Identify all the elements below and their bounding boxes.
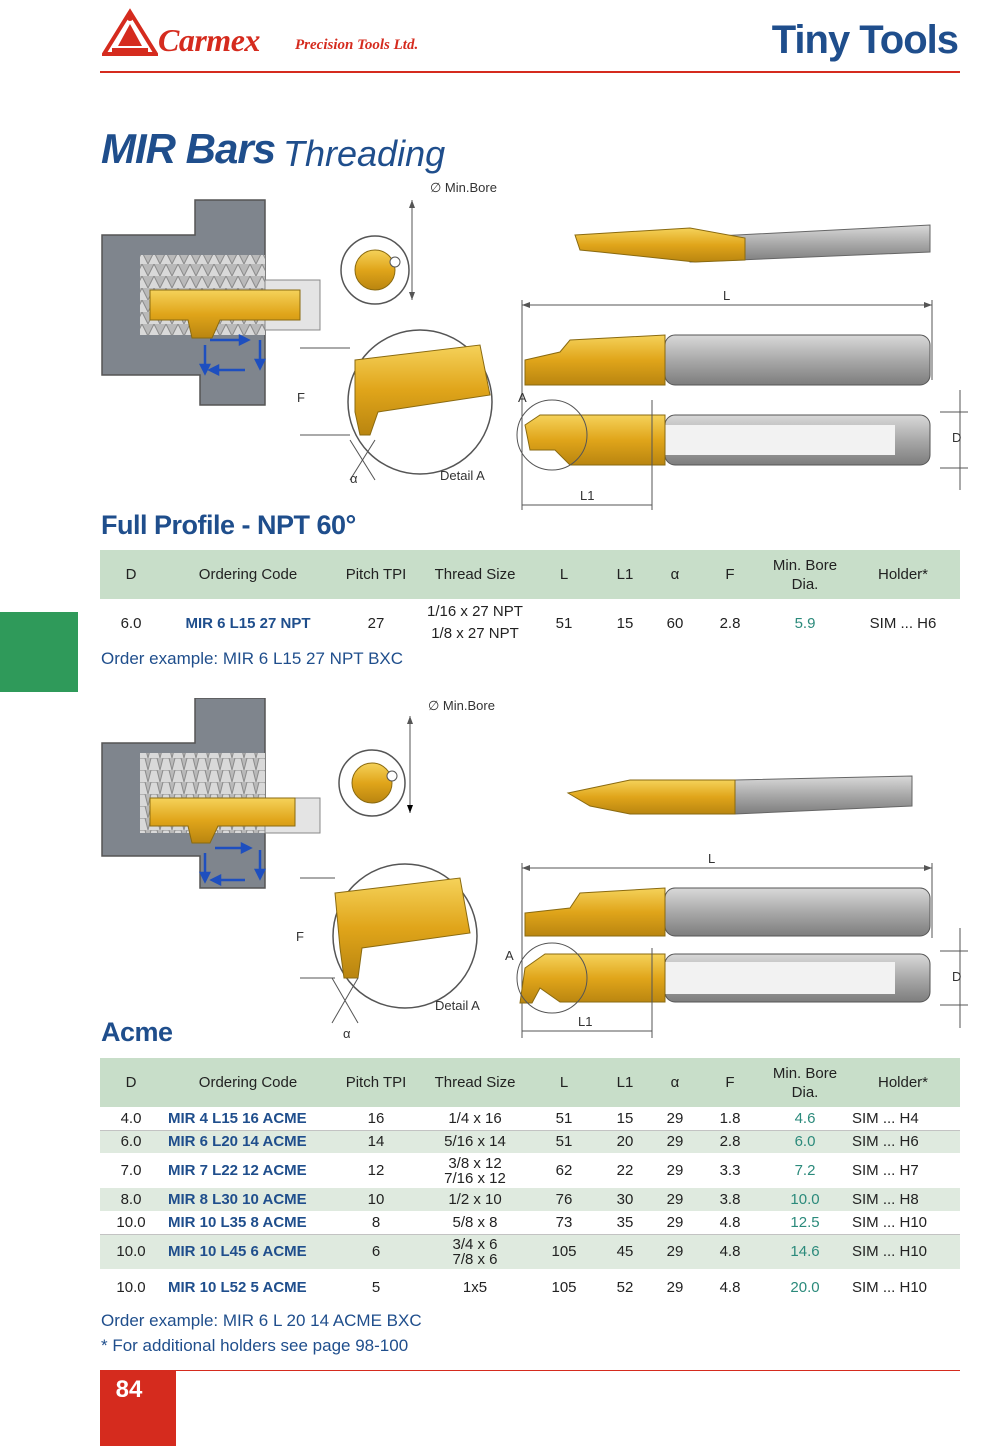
npt-heading: Full Profile - NPT 60° xyxy=(101,510,356,540)
section-title: Tiny Tools xyxy=(771,18,958,62)
table-row: 6.0 MIR 6 L20 14 ACME 14 5/16 x 14 51 20 29 2.8 6.0 SIM ... H6 xyxy=(100,1130,960,1153)
svg-text:α: α xyxy=(350,471,358,486)
svg-text:F: F xyxy=(296,929,304,944)
table-row: 10.0 MIR 10 L52 5 ACME 5 1x5 105 52 29 4.8 20.0 SIM ... H10 xyxy=(116,1278,928,1296)
col-min-bore: Min. Bore Dia. xyxy=(764,550,846,599)
brand-name: Carmex xyxy=(158,22,260,58)
col-f: F xyxy=(696,550,764,599)
acme-technical-drawing xyxy=(100,698,970,1038)
col-pitch: Pitch TPI xyxy=(334,550,418,599)
brand-subtitle: Precision Tools Ltd. xyxy=(295,37,419,53)
table-row: 10.0 MIR 10 L35 8 ACME 8 5/8 x 8 73 35 29 4.8 12.5 SIM ... H10 xyxy=(100,1211,960,1234)
svg-text:∅ Min.Bore: ∅ Min.Bore xyxy=(430,180,497,195)
acme-heading: Acme xyxy=(101,1017,173,1047)
svg-text:L1: L1 xyxy=(580,488,595,503)
page-number: 84 xyxy=(115,1376,143,1403)
svg-text:L1: L1 xyxy=(578,1014,593,1029)
page-title: MIR Bars xyxy=(101,125,276,172)
npt-order-example: Order example: MIR 6 L15 27 NPT BXC xyxy=(101,649,404,668)
table-row: 8.0 MIR 8 L30 10 ACME 10 1/2 x 10 76 30 29 3.8 10.0 SIM ... H8 xyxy=(100,1188,960,1211)
table-header-row: D Ordering Code Pitch TPI Thread Size L L1 α F Min. Bore Dia. Holder* xyxy=(100,1058,960,1107)
col-l1: L1 xyxy=(596,550,654,599)
table-row: 4.0 MIR 4 L15 16 ACME 16 1/4 x 16 51 15 29 1.8 4.6 SIM ... H4 xyxy=(100,1107,960,1130)
acme-order-example: Order example: MIR 6 L 20 14 ACME BXC xyxy=(101,1311,422,1330)
svg-text:D: D xyxy=(952,969,962,984)
svg-text:α: α xyxy=(343,1026,351,1038)
carmex-logo-icon xyxy=(102,8,158,58)
footer-rule xyxy=(176,1370,960,1371)
col-d: D xyxy=(100,550,162,599)
svg-text:L: L xyxy=(708,851,716,866)
svg-text:L: L xyxy=(723,288,731,303)
table-row: 7.0 MIR 7 L22 12 ACME 12 3/8 x 12 7/16 x 12 62 22 29 3.3 7.2 SIM ... H7 xyxy=(120,1154,919,1187)
npt-table xyxy=(100,550,960,647)
svg-text:F: F xyxy=(297,390,305,405)
svg-text:Detail A: Detail A xyxy=(435,998,480,1013)
svg-text:D: D xyxy=(952,430,962,445)
col-ordering-code: Ordering Code xyxy=(162,550,334,599)
ordering-code: MIR 6 L15 27 NPT xyxy=(185,614,311,632)
svg-text:∅ Min.Bore: ∅ Min.Bore xyxy=(428,698,495,713)
section-side-tab xyxy=(0,612,78,692)
table-row: 10.0 MIR 10 L45 6 ACME 6 3/4 x 6 7/8 x 6 105 45 29 4.8 14.6 SIM ... H10 xyxy=(100,1234,960,1269)
col-holder: Holder* xyxy=(846,550,960,599)
col-alpha: α xyxy=(654,550,696,599)
tool-perspective xyxy=(575,225,930,262)
svg-text:Detail A: Detail A xyxy=(440,468,485,483)
table-header-row xyxy=(100,550,960,599)
npt-technical-drawing xyxy=(100,180,970,515)
svg-text:A: A xyxy=(505,948,514,963)
page-subtitle: Threading xyxy=(283,133,446,174)
holders-footnote: * For additional holders see page 98-100 xyxy=(101,1336,409,1355)
col-l: L xyxy=(532,550,596,599)
svg-text:A: A xyxy=(518,390,527,405)
header-rule xyxy=(100,71,960,73)
table-row: 6.0 MIR 6 L15 27 NPT 27 1/16 x 27 NPT 1/8 x 27 NPT 51 15 60 2.8 5.9 SIM ... H6 xyxy=(100,599,960,647)
acme-table xyxy=(100,1058,960,1305)
col-thread-size: Thread Size xyxy=(418,550,532,599)
